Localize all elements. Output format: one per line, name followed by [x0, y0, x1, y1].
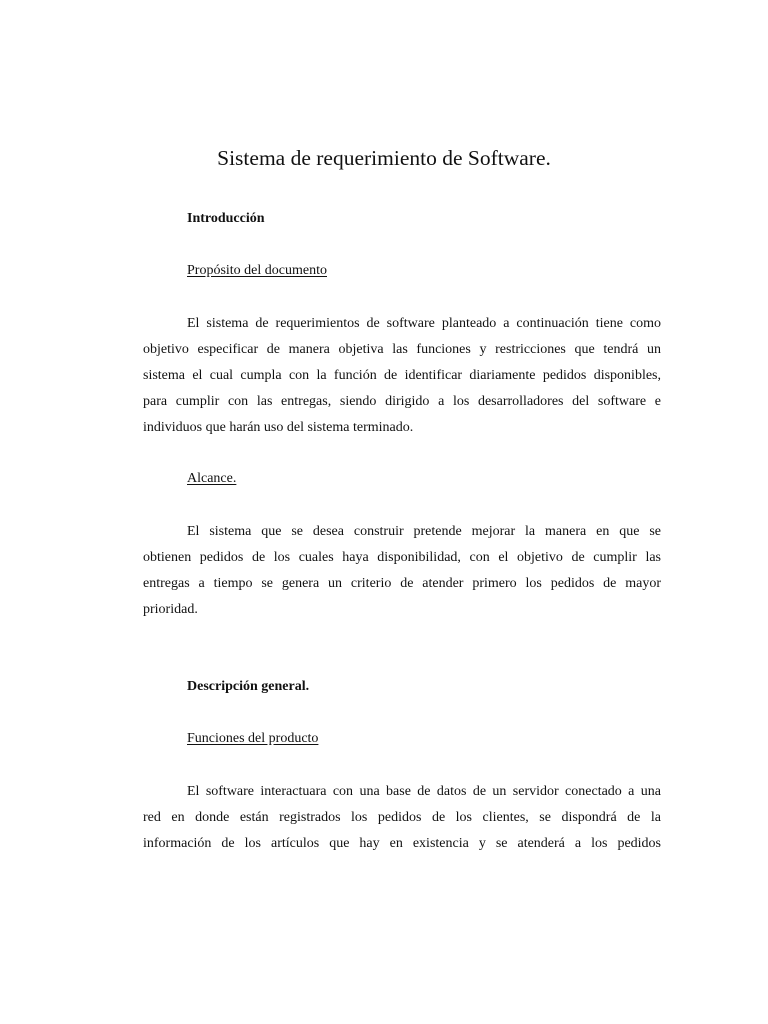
paragraph-line: red en donde están registrados los pedidos de los clientes, se dispondrá de la	[143, 810, 661, 825]
paragraph-line: El sistema de requerimientos de software planteado a continuación tiene como	[187, 316, 661, 331]
paragraph-line: El sistema que se desea construir pretende mejorar la manera en que se	[187, 524, 661, 539]
paragraph-alcance	[143, 519, 661, 623]
paragraph-line: objetivo especificar de manera objetiva las funciones y restricciones que tendrá un	[143, 342, 661, 357]
paragraph-line: entregas a tiempo se genera un criterio de atender primero los pedidos de mayor	[143, 576, 661, 591]
section-heading-introduccion: Introducción	[187, 211, 265, 226]
paragraph-line: sistema el cual cumpla con la función de identificar diariamente pedidos disponibles,	[143, 368, 661, 383]
paragraph-line: información de los artículos que hay en existencia y se atenderá a los pedidos	[143, 836, 661, 851]
paragraph-line: obtienen pedidos de los cuales haya disponibilidad, con el objetivo de cumplir las	[143, 550, 661, 565]
paragraph-funciones	[143, 779, 661, 857]
paragraph-line: prioridad.	[143, 602, 198, 617]
paragraph-line: individuos que harán uso del sistema terminado.	[143, 420, 414, 435]
paragraph-line: El software interactuara con una base de datos de un servidor conectado a una	[187, 784, 661, 799]
subsection-heading-funciones: Funciones del producto	[187, 731, 319, 746]
subsection-heading-alcance: Alcance.	[187, 471, 237, 486]
section-heading-descripcion: Descripción general.	[187, 679, 310, 694]
subsection-heading-proposito: Propósito del documento	[187, 263, 327, 278]
document-title: Sistema de requerimiento de Software.	[217, 146, 551, 170]
paragraph-proposito	[143, 311, 661, 441]
paragraph-line: para cumplir con las entregas, siendo dirigido a los desarrolladores del software e	[143, 394, 661, 409]
